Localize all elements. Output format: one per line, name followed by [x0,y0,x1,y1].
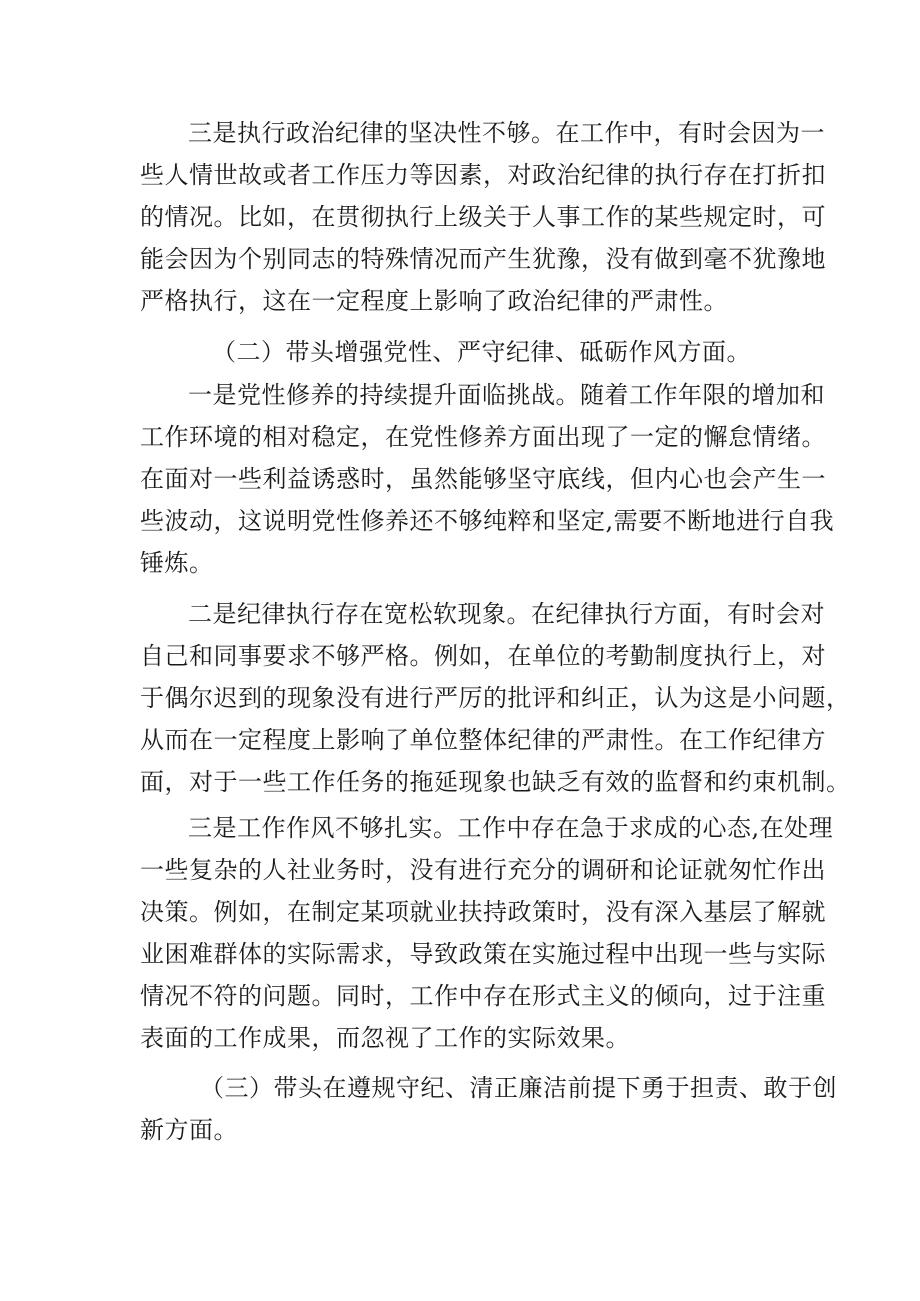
text-line: 从而在一定程度上影响了单位整体纪律的严肃性。在工作纪律方 [140,726,826,754]
paragraph-work-style [140,807,834,1059]
text-line: 些波动，这说明党性修养还不够纯粹和坚定,需要不断地进行自我 [140,507,835,535]
section-heading-text: （二）带头增强党性、严守纪律、砥砺作风方面。 [212,338,751,366]
section-heading-text: （三）带头在遵规守纪、清正廉洁前提下勇于担责、敢于创 [200,1074,837,1102]
text-line: 面，对于一些工作任务的拖延现象也缺乏有效的监督和约束机制。 [140,768,851,796]
text-line: 自己和同事要求不够严格。例如，在单位的考勤制度执行上，对 [140,642,826,670]
text-line: 能会因为个别同志的特殊情况而产生犹豫，没有做到毫不犹豫地 [140,245,826,273]
paragraph-party-spirit [140,374,835,584]
text-line: 情况不符的问题。同时，工作中存在形式主义的倾向，过于注重 [140,982,826,1010]
section-heading-2 [140,331,790,373]
text-line: 二是纪律执行存在宽松软现象。在纪律执行方面，有时会对 [188,600,825,628]
text-line: 于偶尔迟到的现象没有进行严厉的批评和纠正，认为这是小问题， [140,684,851,712]
text-line: 严格执行，这在一定程度上影响了政治纪律的严肃性。 [140,287,728,315]
text-line: 决策。例如，在制定某项就业扶持政策时，没有深入基层了解就 [140,898,826,926]
section-heading-3 [140,1067,837,1151]
text-line: 三是执行政治纪律的坚决性不够。在工作中，有时会因为一 [188,119,825,147]
text-line: 些人情世故或者工作压力等因素，对政治纪律的执行存在打折扣 [140,161,826,189]
text-line: 工作环境的相对稳定，在党性修养方面出现了一定的懈怠情绪。 [140,423,826,451]
text-line: 表面的工作成果，而忽视了工作的实际效果。 [140,1024,630,1052]
text-line: 锤炼。 [140,549,214,577]
paragraph-political-discipline [140,112,826,322]
section-heading-text: 新方面。 [140,1116,238,1144]
text-line: 在面对一些利益诱惑时，虽然能够坚守底线，但内心也会产生一 [140,465,826,493]
text-line: 三是工作作风不够扎实。工作中存在急于求成的心态,在处理 [188,814,834,842]
text-line: 一是党性修养的持续提升面临挑战。随着工作年限的增加和 [188,381,825,409]
paragraph-discipline-enforcement [140,593,851,803]
text-line: 业困难群体的实际需求，导致政策在实施过程中出现一些与实际 [140,940,826,968]
text-line: 的情况。比如，在贯彻执行上级关于人事工作的某些规定时，可 [140,203,826,231]
text-line: 一些复杂的人社业务时，没有进行充分的调研和论证就匆忙作出 [140,856,826,884]
